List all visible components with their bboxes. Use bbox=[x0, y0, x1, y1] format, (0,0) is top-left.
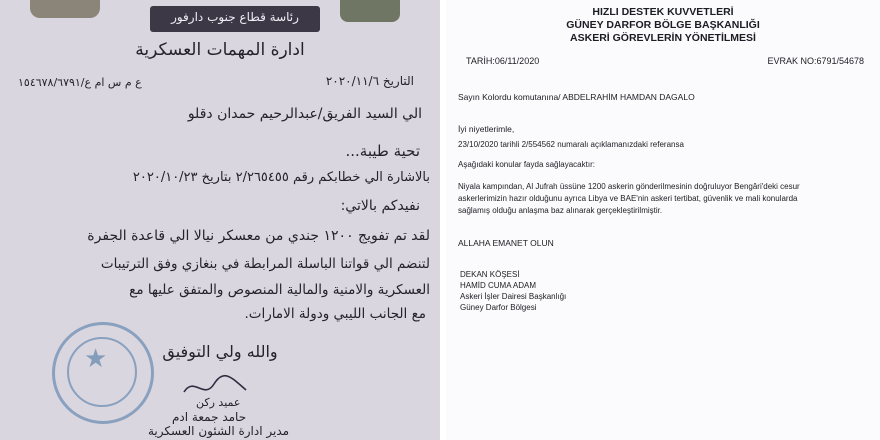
body-line-2: لتنضم الي قواتنا الباسلة المرابطة في بنغازي وفق الترتيبات bbox=[100, 256, 430, 272]
body-line-3: العسكرية والامنية والمالية المنصوص والمتفق عليها مع bbox=[129, 282, 430, 298]
body-line-2: askerlerimizin hazır olduğunu ayrıca Libya ve BAE'nin askeri tertibat, güvenlik ve mali konularda bbox=[458, 194, 798, 203]
emblem-right-icon bbox=[340, 0, 400, 22]
stamp-star-icon: ★ bbox=[84, 344, 108, 374]
department-title: ادارة المهمات العسكرية bbox=[135, 40, 305, 60]
signer-rank: DEKAN KÖŞESİ bbox=[460, 270, 520, 279]
signer-name: حامد جمعة ادم bbox=[172, 410, 247, 424]
body-line-1: Niyala kampından, Al Jufrah üssüne 1200 askerin gönderilmesinin doğruluyor Bengâri'deki cesur bbox=[458, 182, 800, 191]
reference-line: بالاشارة الي خطابكم رقم ٢/٢٦٥٤٥٥ بتاريخ ٢٠٢٠/١٠/٢٣ bbox=[132, 170, 430, 185]
ref-number: ع م س ام ع/١٥٤٦٧٨/٦٧٩١ bbox=[18, 76, 142, 89]
intro-line: Aşağıdaki konular fayda sağlayacaktır: bbox=[458, 160, 595, 169]
body-line-1: لقد تم تفويج ١٢٠٠ جندي من معسكر نيالا الي قاعدة الجفرة bbox=[87, 228, 430, 244]
inform-line: نفيدكم بالاتي: bbox=[340, 198, 420, 214]
header-top: رئاسة قطاع جنوب دارفور bbox=[171, 10, 299, 24]
header-banner bbox=[150, 6, 320, 32]
header-line-1: HIZLI DESTEK KUVVETLERİ bbox=[592, 6, 734, 18]
header-line-3: ASKERİ GÖREVLERİN YÖNETİLMESİ bbox=[570, 32, 756, 44]
body-line-3: sağlamış olduğu anlaşma baz alınarak gerçekleştirilmiştir. bbox=[458, 206, 663, 215]
signer-title: مدير ادارة الشئون العسكرية bbox=[148, 424, 290, 438]
letter-date: التاريخ ٢٠٢٠/١١/٦ bbox=[325, 74, 414, 88]
turkish-document bbox=[446, 0, 880, 440]
closing: ALLAHA EMANET OLUN bbox=[458, 238, 554, 248]
greeting: İyi niyetlerimle, bbox=[458, 124, 515, 134]
reference-line: 23/10/2020 tarihli 2/554562 numaralı açıklamanızdaki referansa bbox=[458, 140, 684, 149]
signer-dept: Askeri İşler Dairesi Başkanlığı bbox=[460, 292, 567, 301]
header-line-2: GÜNEY DARFOR BÖLGE BAŞKANLIĞI bbox=[566, 19, 760, 31]
ref-number: EVRAK NO:6791/54678 bbox=[767, 56, 864, 66]
recipient: الي السيد الفريق/عبدالرحيم حمدان دقلو bbox=[187, 106, 422, 122]
body-line-4: مع الجانب الليبي ودولة الامارات. bbox=[244, 306, 426, 322]
emblem-left-icon bbox=[30, 0, 100, 18]
signer-rank: عميد ركن bbox=[196, 396, 241, 409]
recipient: Sayın Kolordu komutanına/ ABDELRAHİM HAMDAN DAGALO bbox=[458, 92, 695, 102]
closing: والله ولي التوفيق bbox=[162, 342, 278, 361]
signer-name: HAMİD CUMA ADAM bbox=[460, 281, 537, 290]
letter-date: TARİH:06/11/2020 bbox=[466, 56, 540, 66]
signer-region: Güney Darfor Bölgesi bbox=[460, 303, 537, 312]
greeting: تحية طيبة... bbox=[345, 142, 420, 160]
